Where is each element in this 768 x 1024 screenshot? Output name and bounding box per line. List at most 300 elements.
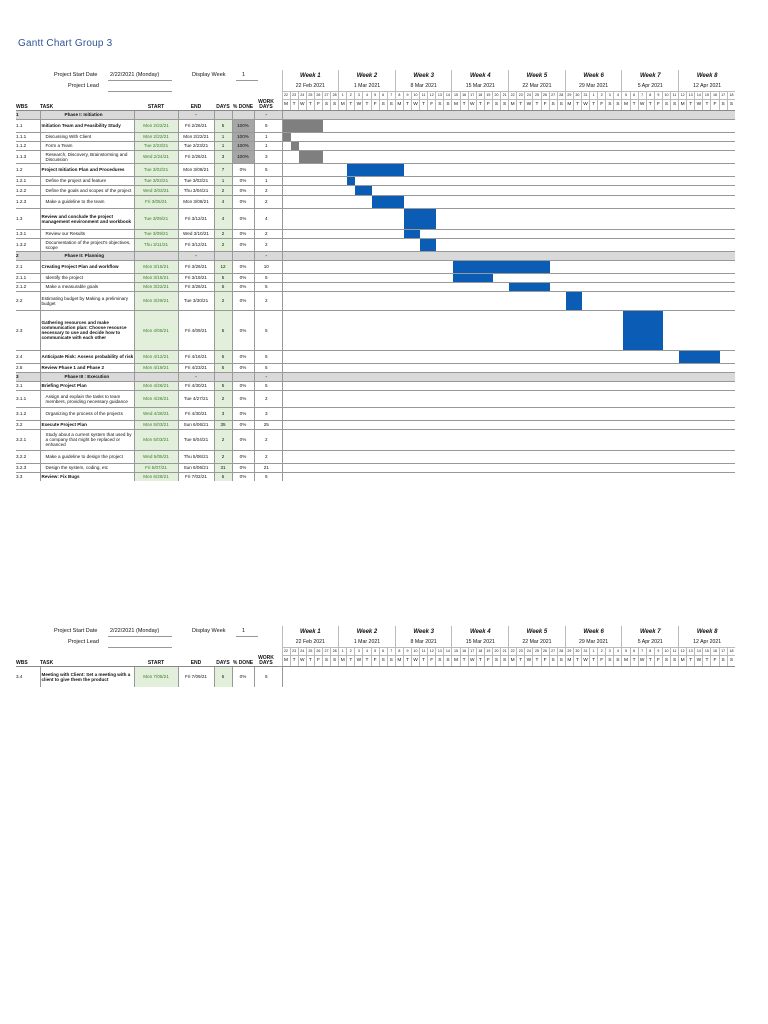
start-date[interactable]: Mon 4/12/21: [134, 350, 178, 363]
pct-done[interactable]: 0%: [232, 350, 254, 363]
day-number: 3: [606, 91, 614, 99]
day-letter: S: [331, 655, 339, 666]
task-row[interactable]: [16, 141, 735, 150]
day-number: 30: [573, 647, 581, 655]
task-row[interactable]: [16, 150, 735, 163]
work-days: 5: [254, 273, 278, 282]
task-name[interactable]: Meeting with Client: Set a meeting with a client to give them the product: [40, 666, 134, 687]
day-letter: S: [492, 99, 500, 110]
day-number: 22: [509, 647, 517, 655]
day-number: 1: [590, 647, 598, 655]
days-cell: 1: [214, 176, 232, 185]
day-letter: F: [654, 99, 662, 110]
wbs-cell: 1: [16, 110, 40, 119]
pct-done[interactable]: 0%: [232, 195, 254, 208]
task-name[interactable]: Assign and explain the tasks to team members, providing necessary guidance: [40, 390, 134, 407]
day-number: 12: [679, 647, 687, 655]
day-number: 15: [703, 647, 711, 655]
day-letter: S: [662, 99, 670, 110]
wbs-cell: 2.5: [16, 363, 40, 372]
task-name[interactable]: Make a guideline to the team: [40, 195, 134, 208]
task-row[interactable]: [16, 208, 735, 229]
day-number: 21: [501, 91, 509, 99]
task-row[interactable]: [16, 282, 735, 291]
pct-done[interactable]: 0%: [232, 472, 254, 481]
week-date: 15 Mar 2021: [452, 81, 509, 91]
day-letter: W: [355, 655, 363, 666]
work-days: 2: [254, 185, 278, 195]
pct-done[interactable]: 100%: [232, 141, 254, 150]
end-date[interactable]: Sun 6/06/21: [178, 463, 214, 472]
task-row[interactable]: [16, 390, 735, 407]
day-number: 3: [606, 647, 614, 655]
pct-done[interactable]: 0%: [232, 176, 254, 185]
end-header: END: [178, 655, 214, 666]
gantt-sheet-2: [16, 626, 744, 696]
task-row[interactable]: [16, 238, 735, 251]
week-date: 15 Mar 2021: [452, 637, 509, 647]
end-date[interactable]: Thu 3/04/21: [178, 185, 214, 195]
task-row[interactable]: [16, 163, 735, 176]
work-days: 3: [254, 407, 278, 420]
work-days: 2: [254, 390, 278, 407]
gantt-sheet-1: [16, 70, 744, 540]
day-letter: W: [355, 99, 363, 110]
day-number: 10: [412, 647, 420, 655]
task-name[interactable]: Anticipate Risk: Assess probability of risk: [40, 350, 134, 363]
task-row[interactable]: [16, 429, 735, 450]
start-date[interactable]: Thu 3/11/21: [134, 238, 178, 251]
task-name[interactable]: Make a measurable goals: [40, 282, 134, 291]
pct-done[interactable]: 0%: [232, 407, 254, 420]
phase-row[interactable]: [16, 110, 735, 119]
day-letter: T: [590, 655, 598, 666]
day-number: 4: [614, 91, 622, 99]
gantt-bar[interactable]: [566, 292, 582, 310]
day-number: 25: [533, 91, 541, 99]
start-date[interactable]: Tue 3/02/21: [134, 163, 178, 176]
day-letter: S: [614, 99, 622, 110]
start-date[interactable]: Wed 2/24/21: [134, 150, 178, 163]
day-number: 14: [444, 647, 452, 655]
day-number: 6: [379, 647, 387, 655]
day-letter: W: [525, 655, 533, 666]
week-date: 8 Mar 2021: [395, 637, 452, 647]
task-name[interactable]: Creating Project Plan and workflow: [40, 260, 134, 273]
day-letter: T: [533, 99, 541, 110]
end-date[interactable]: Thu 5/06/21: [178, 450, 214, 463]
day-letter: S: [322, 99, 330, 110]
day-number: 25: [306, 647, 314, 655]
day-number: 11: [671, 91, 679, 99]
task-name[interactable]: Phase II: Planning: [40, 251, 134, 260]
day-number: 7: [638, 647, 646, 655]
day-letter: W: [695, 99, 703, 110]
task-row[interactable]: [16, 407, 735, 420]
week-label: Week 1: [282, 70, 339, 81]
day-letter: S: [614, 655, 622, 666]
task-name[interactable]: Discussing With Client: [40, 132, 134, 141]
gantt-bar[interactable]: [679, 351, 720, 363]
day-number: 5: [622, 647, 630, 655]
day-letter: S: [606, 655, 614, 666]
day-letter: S: [671, 655, 679, 666]
wbs-cell: 1.2: [16, 163, 40, 176]
wbs-cell: 1.1.1: [16, 132, 40, 141]
display-week-value[interactable]: 1: [242, 628, 246, 634]
task-name[interactable]: Review Phase 1 and Phase 2: [40, 363, 134, 372]
pct-done[interactable]: 0%: [232, 163, 254, 176]
pct-done[interactable]: 0%: [232, 291, 254, 310]
start-date[interactable]: Wed 5/05/21: [134, 450, 178, 463]
gantt-timeline: [282, 282, 735, 291]
gantt-bar[interactable]: [355, 186, 371, 195]
start-date[interactable]: Mon 4/26/21: [134, 390, 178, 407]
pct-done[interactable]: 100%: [232, 119, 254, 132]
start-date[interactable]: Mon 5/03/21: [134, 429, 178, 450]
start-date[interactable]: [134, 251, 178, 260]
task-name[interactable]: Research, Discovery, Brainstorming and Discussion: [40, 150, 134, 163]
day-number: 8: [395, 91, 403, 99]
start-date[interactable]: Tue 3/09/21: [134, 208, 178, 229]
project-lead-label: Project Lead: [68, 639, 99, 645]
wbs-cell: 1.1: [16, 119, 40, 132]
pct-done[interactable]: 100%: [232, 150, 254, 163]
day-letter: T: [290, 655, 298, 666]
days-cell: 7: [214, 163, 232, 176]
task-row[interactable]: [16, 381, 735, 390]
work-days: 2: [254, 229, 278, 238]
day-number: 13: [436, 91, 444, 99]
day-number: 17: [719, 647, 727, 655]
day-letter: T: [573, 655, 581, 666]
task-name[interactable]: Identify the project: [40, 273, 134, 282]
end-date[interactable]: Fri 4/16/21: [178, 350, 214, 363]
day-number: 6: [379, 91, 387, 99]
start-date[interactable]: Fri 3/05/21: [134, 195, 178, 208]
pct-done[interactable]: 100%: [232, 132, 254, 141]
gantt-bar[interactable]: [283, 133, 291, 141]
end-date[interactable]: -: [178, 110, 214, 119]
display-week-value[interactable]: 1: [242, 72, 246, 78]
gantt-bar[interactable]: [623, 311, 664, 350]
wbs-cell: 3.1: [16, 381, 40, 390]
day-letter: S: [549, 655, 557, 666]
end-date[interactable]: Fri 3/12/21: [178, 238, 214, 251]
work-days: 5: [254, 363, 278, 372]
end-date[interactable]: Tue 2/23/21: [178, 141, 214, 150]
day-number: 20: [492, 91, 500, 99]
gantt-timeline: [282, 208, 735, 229]
day-number: 22: [282, 647, 290, 655]
days-cell: 5: [214, 381, 232, 390]
gantt-bar[interactable]: [283, 120, 324, 132]
start-date[interactable]: Mon 7/05/21: [134, 666, 178, 687]
day-letter: S: [727, 655, 735, 666]
task-row[interactable]: [16, 310, 735, 350]
day-letter: S: [501, 655, 509, 666]
start-date[interactable]: Tue 3/09/21: [134, 229, 178, 238]
pct-done[interactable]: 0%: [232, 429, 254, 450]
day-letter: M: [452, 99, 460, 110]
gantt-timeline: [282, 260, 735, 273]
week-date: 22 Mar 2021: [509, 81, 566, 91]
start-date[interactable]: [134, 372, 178, 381]
end-date[interactable]: -: [178, 372, 214, 381]
end-date[interactable]: Fri 4/09/21: [178, 310, 214, 350]
task-name[interactable]: Study about a current system that used by a company that might be replaced or enhanced: [40, 429, 134, 450]
end-date[interactable]: Fri 4/30/21: [178, 407, 214, 420]
end-date[interactable]: Fri 3/26/21: [178, 260, 214, 273]
gantt-bar[interactable]: [453, 274, 494, 282]
work-days: 5: [254, 310, 278, 350]
task-name[interactable]: Initiation Team and Feasibility Study: [40, 119, 134, 132]
gantt-timeline: [282, 229, 735, 238]
end-date[interactable]: -: [178, 251, 214, 260]
task-name[interactable]: Gathering resources and make communication plan: Choose resource necessary to use and decide how to communicate with each other: [40, 310, 134, 350]
task-row[interactable]: [16, 350, 735, 363]
gantt-timeline: [282, 185, 735, 195]
end-date[interactable]: Wed 3/10/21: [178, 229, 214, 238]
day-number: 2: [347, 91, 355, 99]
pct-done[interactable]: [232, 251, 254, 260]
work-days: 2: [254, 429, 278, 450]
day-number: 27: [322, 91, 330, 99]
start-date[interactable]: Mon 4/26/21: [134, 381, 178, 390]
phase-row[interactable]: [16, 251, 735, 260]
gantt-bar[interactable]: [404, 230, 420, 238]
task-row[interactable]: [16, 363, 735, 372]
end-date[interactable]: Tue 3/30/21: [178, 291, 214, 310]
task-row[interactable]: [16, 185, 735, 195]
gantt-bar[interactable]: [291, 142, 299, 150]
end-date[interactable]: Fri 3/12/21: [178, 208, 214, 229]
task-name[interactable]: Organizing the process of the projects: [40, 407, 134, 420]
work-days-header: WORK DAYS: [254, 99, 278, 110]
end-date[interactable]: Sun 6/06/21: [178, 420, 214, 429]
task-name[interactable]: Define the project and feature: [40, 176, 134, 185]
day-number: 17: [468, 91, 476, 99]
day-number: 18: [476, 91, 484, 99]
gantt-bar[interactable]: [347, 177, 355, 185]
gantt-bar[interactable]: [453, 261, 550, 273]
gantt-timeline: [282, 350, 735, 363]
work-days: 5: [254, 163, 278, 176]
week-label: Week 2: [339, 70, 396, 81]
days-cell: 1: [214, 132, 232, 141]
task-name[interactable]: Review: Fix Bugs: [40, 472, 134, 481]
end-date[interactable]: Fri 4/23/21: [178, 363, 214, 372]
gantt-bar[interactable]: [404, 209, 436, 229]
day-letter: S: [662, 655, 670, 666]
week-date: 5 Apr 2021: [622, 637, 679, 647]
task-name[interactable]: Design the system, coding, etc: [40, 463, 134, 472]
gantt-bar[interactable]: [372, 196, 404, 208]
start-date[interactable]: Tue 3/02/21: [134, 176, 178, 185]
week-date: 1 Mar 2021: [339, 81, 396, 91]
start-date[interactable]: Mon 6/28/21: [134, 472, 178, 481]
gantt-timeline: [282, 310, 735, 350]
start-date[interactable]: Wed 4/28/21: [134, 407, 178, 420]
end-date[interactable]: Mon 2/22/21: [178, 132, 214, 141]
task-name[interactable]: Execute Project Plan: [40, 420, 134, 429]
week-label: Week 3: [395, 70, 452, 81]
week-header-row: [16, 70, 735, 81]
end-date[interactable]: Tue 3/02/21: [178, 176, 214, 185]
end-date[interactable]: Tue 4/27/21: [178, 390, 214, 407]
day-number: 3: [355, 647, 363, 655]
day-letter: T: [590, 99, 598, 110]
day-letter: T: [420, 655, 428, 666]
gantt-bar[interactable]: [347, 164, 404, 176]
pct-done[interactable]: 0%: [232, 238, 254, 251]
end-date[interactable]: Fri 4/30/21: [178, 381, 214, 390]
start-date[interactable]: Mon 2/22/21: [134, 132, 178, 141]
work-days-header: WORK DAYS: [254, 655, 278, 666]
week-date: 22 Feb 2021: [282, 81, 339, 91]
task-row[interactable]: [16, 420, 735, 429]
day-number: 25: [306, 91, 314, 99]
task-name[interactable]: Phase III : Execution: [40, 372, 134, 381]
end-date[interactable]: Fri 7/02/21: [178, 472, 214, 481]
day-number: 8: [646, 91, 654, 99]
pct-done[interactable]: 0%: [232, 450, 254, 463]
end-date[interactable]: Fri 7/09/21: [178, 666, 214, 687]
start-date[interactable]: Wed 3/03/21: [134, 185, 178, 195]
pct-done[interactable]: 0%: [232, 273, 254, 282]
day-number: 18: [727, 91, 735, 99]
pct-done[interactable]: 0%: [232, 666, 254, 687]
day-letter: T: [347, 655, 355, 666]
week-label: Week 5: [509, 626, 566, 637]
task-row[interactable]: [16, 119, 735, 132]
wbs-cell: 3.1.1: [16, 390, 40, 407]
task-name[interactable]: Documentation of the project's objectives, scope: [40, 238, 134, 251]
start-date[interactable]: Mon 4/19/21: [134, 363, 178, 372]
task-name[interactable]: Review our Results: [40, 229, 134, 238]
start-date[interactable]: Mon 2/22/21: [134, 119, 178, 132]
day-number: 11: [420, 647, 428, 655]
end-date[interactable]: Mon 3/08/21: [178, 195, 214, 208]
task-row[interactable]: [16, 472, 735, 481]
day-letter: M: [282, 99, 290, 110]
end-date[interactable]: Fri 2/26/21: [178, 119, 214, 132]
wbs-cell: 2.1.2: [16, 282, 40, 291]
week-date: 12 Apr 2021: [679, 637, 736, 647]
task-name[interactable]: Phase I: Initiation: [40, 110, 134, 119]
end-date[interactable]: Tue 5/04/21: [178, 429, 214, 450]
work-days: 2: [254, 291, 278, 310]
day-number: 9: [403, 647, 411, 655]
start-date[interactable]: Mon 5/03/21: [134, 420, 178, 429]
wbs-cell: 1.2.3: [16, 195, 40, 208]
end-date[interactable]: Fri 3/19/21: [178, 273, 214, 282]
day-letter: T: [687, 99, 695, 110]
gantt-bar[interactable]: [420, 239, 436, 251]
wbs-cell: 1.3.1: [16, 229, 40, 238]
day-letter: S: [501, 99, 509, 110]
pct-done[interactable]: [232, 372, 254, 381]
start-date[interactable]: Mon 3/15/21: [134, 273, 178, 282]
gantt-bar[interactable]: [299, 151, 323, 163]
days-cell: 2: [214, 291, 232, 310]
gantt-bar[interactable]: [509, 283, 550, 291]
pct-done[interactable]: 0%: [232, 185, 254, 195]
task-row[interactable]: [16, 260, 735, 273]
task-row[interactable]: [16, 132, 735, 141]
task-name[interactable]: Briefing Project Plan: [40, 381, 134, 390]
day-number: 20: [492, 647, 500, 655]
end-date[interactable]: Mon 3/08/21: [178, 163, 214, 176]
start-date[interactable]: [134, 110, 178, 119]
day-number: 13: [436, 647, 444, 655]
project-start-value[interactable]: 2/22/2021 (Monday): [110, 628, 160, 634]
day-letter: F: [428, 99, 436, 110]
task-row[interactable]: [16, 273, 735, 282]
phase-row[interactable]: [16, 372, 735, 381]
week-date: 8 Mar 2021: [395, 81, 452, 91]
week-label: Week 8: [679, 70, 736, 81]
task-name[interactable]: Project Initiation Plan and Procedures: [40, 163, 134, 176]
gantt-timeline: [282, 666, 735, 687]
task-row[interactable]: [16, 666, 735, 687]
start-date[interactable]: Tue 2/23/21: [134, 141, 178, 150]
pct-done-header: % DONE: [232, 99, 254, 110]
start-date[interactable]: Mon 3/22/21: [134, 282, 178, 291]
days-cell: 12: [214, 260, 232, 273]
start-date[interactable]: Fri 5/07/21: [134, 463, 178, 472]
task-row[interactable]: [16, 291, 735, 310]
task-name[interactable]: Define the goals and scopes of the project: [40, 185, 134, 195]
start-date[interactable]: Mon 4/05/21: [134, 310, 178, 350]
task-row[interactable]: [16, 195, 735, 208]
end-date[interactable]: Fri 2/26/21: [178, 150, 214, 163]
task-row[interactable]: [16, 463, 735, 472]
start-date[interactable]: Mon 3/29/21: [134, 291, 178, 310]
wbs-cell: 1.2.1: [16, 176, 40, 185]
pct-done[interactable]: 0%: [232, 381, 254, 390]
task-name[interactable]: Form a Team: [40, 141, 134, 150]
days-cell: 5: [214, 472, 232, 481]
start-date[interactable]: Mon 3/15/21: [134, 260, 178, 273]
wbs-cell: 2: [16, 251, 40, 260]
pct-done[interactable]: 0%: [232, 208, 254, 229]
day-number: 27: [322, 647, 330, 655]
day-number: 14: [695, 91, 703, 99]
task-name[interactable]: Estimating budget by Making a preliminary budget: [40, 291, 134, 310]
day-letter: S: [444, 99, 452, 110]
pct-done[interactable]: 0%: [232, 310, 254, 350]
wbs-cell: 2.2: [16, 291, 40, 310]
end-date[interactable]: Fri 3/26/21: [178, 282, 214, 291]
task-name[interactable]: Make a guideline to design the project: [40, 450, 134, 463]
task-row[interactable]: [16, 176, 735, 185]
start-header: START: [134, 655, 178, 666]
day-letter: F: [654, 655, 662, 666]
task-row[interactable]: [16, 450, 735, 463]
project-start-value[interactable]: 2/22/2021 (Monday): [110, 72, 160, 78]
task-row[interactable]: [16, 229, 735, 238]
pct-done[interactable]: 0%: [232, 282, 254, 291]
pct-done[interactable]: 0%: [232, 363, 254, 372]
pct-done[interactable]: [232, 110, 254, 119]
pct-done[interactable]: 0%: [232, 420, 254, 429]
pct-done[interactable]: 0%: [232, 229, 254, 238]
task-name[interactable]: Review and conclude the project management environment and workbook: [40, 208, 134, 229]
pct-done[interactable]: 0%: [232, 390, 254, 407]
pct-done[interactable]: 0%: [232, 260, 254, 273]
pct-done[interactable]: 0%: [232, 463, 254, 472]
